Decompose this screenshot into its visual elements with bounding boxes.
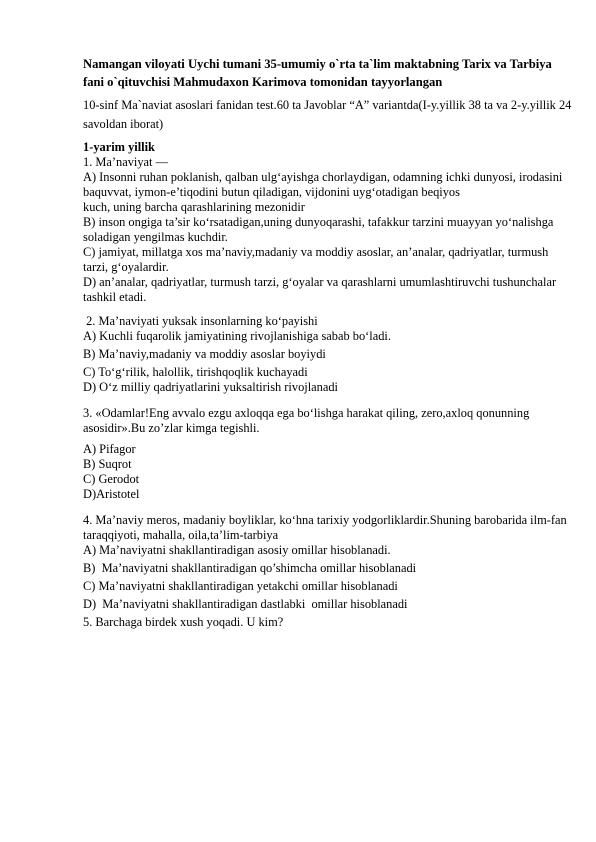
question-3-cont: asosidir».Bu zo’zlar kimga tegishli. [83,421,260,436]
q2-option-a: A) Kuchli fuqarolik jamiyatining rivojlanishiga sabab bo‘ladi. [83,329,391,344]
question-3: 3. «Odamlar!Eng avvalo ezgu axloqqa ega bo‘lishga harakat qiling, zero,axloq qonunning [83,406,530,421]
q1-option-a: A) Insonni ruhan poklanish, qalban ulg‘ayishga chorlaydigan, odamning ichki dunyosi, irodasini baquvvat, iymon-e’tiqodini butun qiladigan, vijdonini uyg‘otadigan beqiyos [83,170,563,200]
q2-option-b: B) Ma’naviy,madaniy va moddiy asoslar boyiydi [83,347,326,362]
q1-option-d: D) an’analar, qadriyatlar, turmush tarzi, g‘oyalar va qarashlarni umumlashtiruvchi tushunchalar tashkil etadi. [83,275,557,305]
document-subtitle: 10-sinf Ma`naviat asoslari fanidan test.60 ta Javoblar “A” variantda(I-y.yillik 38 ta va 2-y.yillik 24 savoldan iborat) [83,98,572,132]
question-5: 5. Barchaga birdek xush yoqadi. U kim? [83,615,284,630]
question-2: 2. Ma’naviyati yuksak insonlarning ko‘payishi [83,314,318,329]
q2-option-c: C) To‘g‘rilik, halollik, tirishqoqlik kuchayadi [83,365,308,380]
q2-option-d: D) O‘z milliy qadriyatlarini yuksaltirish rivojlanadi [83,380,338,395]
question-4: 4. Ma’naviy meros, madaniy boyliklar, ko‘hna tarixiy yodgorliklardir.Shuning barobarida ilm-fan taraqqiyoti, mahalla, oila,ta’lim-tarbiya [83,513,567,543]
document-title: Namangan viloyati Uychi tumani 35-umumiy o`rta ta`lim maktabning Tarix va Tarbiya fani o`qituvchisi Mahmudaxon Karimova tomonidan tayyorlangan [83,57,552,89]
q3-option-a: A) Pifagor [83,442,136,457]
q1-option-a-cont: kuch, uning barcha qarashlarining mezonidir [83,200,305,215]
document-body [83,56,573,630]
question-1: 1. Ma’naviyat — [83,155,168,170]
q3-option-d: D)Aristotel [83,487,140,502]
q4-option-c: C) Ma’naviyatni shakllantiradigan yetakchi omillar hisoblanadi [83,579,398,594]
q4-option-a: A) Ma’naviyatni shakllantiradigan asosiy omillar hisoblanadi. [83,543,391,558]
q3-option-c: C) Gerodot [83,472,140,487]
q4-option-b: B) Ma’naviyatni shakllantiradigan qo’shimcha omillar hisoblanadi [83,561,417,576]
section-heading: 1-yarim yillik [83,140,155,155]
q1-option-c: C) jamiyat, millatga xos ma’naviy,madaniy va moddiy asoslar, an’analar, qadriyatlar, turmush tarzi, g‘oyalardir. [83,245,549,275]
q4-option-d: D) Ma’naviyatni shakllantiradigan dastlabki omillar hisoblanadi [83,597,408,612]
q1-option-b: B) inson ongiga ta’sir ko‘rsatadigan,uning dunyoqarashi, tafakkur tarzini muayyan yo‘nalishga soladigan yengilmas kuchdir. [83,215,554,245]
q3-option-b: B) Suqrot [83,457,132,472]
